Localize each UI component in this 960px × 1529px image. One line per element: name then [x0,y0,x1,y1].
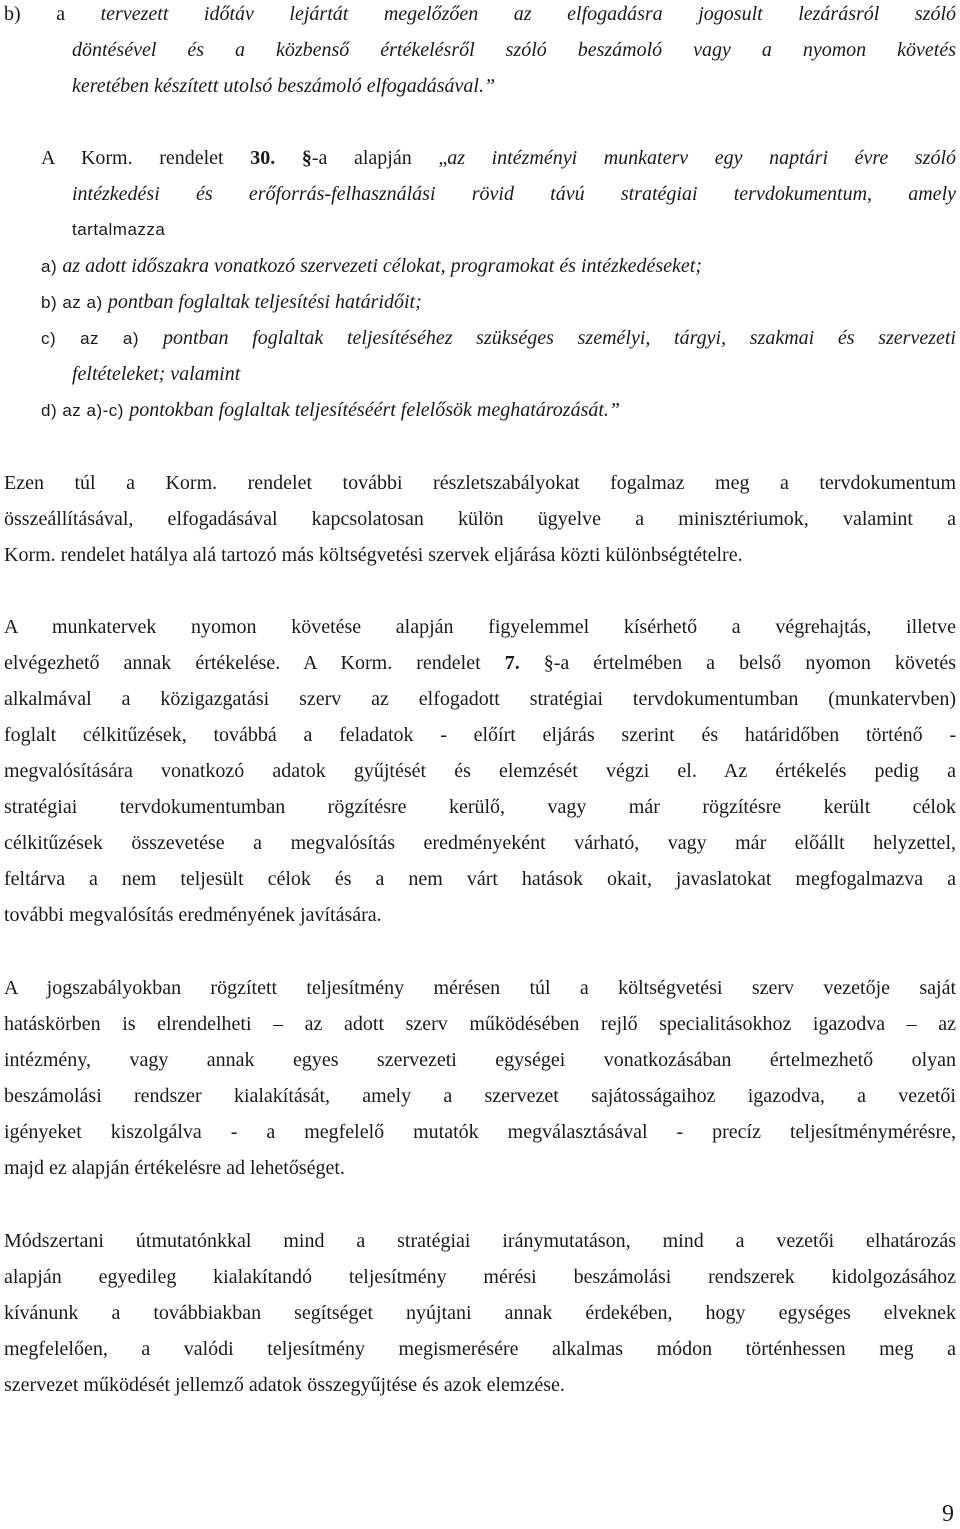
quote-mark: „ [438,147,448,169]
quote-text: keretében készített utolsó beszámoló elfogadásával.” [72,75,496,97]
quote-text: tartalmazza [72,220,166,239]
page-number: 9 [942,1501,954,1527]
quote-text: tervezett időtáv lejártát megelőzően az elfogadásra jogosult lezárásról szóló [100,3,956,25]
paragraph-line: megvalósítására vonatkozó adatok gyűjtését és elemzését végzi el. Az értékelés pedig a [4,760,956,782]
list-item [41,253,702,280]
quote-text: döntésével és a közbenső értékelésről szóló beszámoló vagy a nyomon követés [72,39,956,61]
item-label: b) az a) [41,293,108,312]
paragraph-line: Módszertani útmutatónkkal mind a stratégiai iránymutatáson, mind a vezetői elhatározás [4,1230,956,1252]
item-label: c) az a) [41,329,163,348]
item-text: pontokban foglaltak teljesítéséért felelősök meghatározását.” [129,399,621,421]
paragraph-line: további megvalósítás eredményének javítására. [4,904,382,926]
section-sign: § [275,147,312,169]
list-item [41,289,422,316]
section-number: 7. [504,652,520,674]
paragraph-line: Ezen túl a Korm. rendelet további részletszabályokat fogalmaz meg a tervdokumentum [4,472,956,494]
paragraph-line: igényeket kiszolgálva - a megfelelő mutatók megválasztásával - precíz teljesítménymérésre, [4,1121,956,1143]
quote-line [4,1,956,27]
paragraph-line [4,650,956,676]
paragraph-line: majd ez alapján értékelésre ad lehetőséget. [4,1157,345,1179]
paragraph-line: alkalmával a közigazgatási szerv az elfogadott stratégiai tervdokumentumban (munkatervben) [4,688,956,710]
quote-line [72,181,956,207]
text: §-a értelmében a belső nyomon követés [519,652,956,674]
paragraph-line: szervezet működését jellemző adatok összegyűjtése és azok elemzése. [4,1374,565,1396]
quote-text: intézkedési és erőforrás-felhasználási rövid távú stratégiai tervdokumentum, amely [72,183,956,205]
list-item [41,397,620,424]
item-label: b) a [4,3,101,25]
item-text: az adott időszakra vonatkozó szervezeti célokat, programokat és intézkedéseket; [62,255,703,277]
quote-line [72,217,165,243]
list-item [72,361,240,387]
quote-line [72,37,956,63]
item-text: pontban foglaltak teljesítéséhez szükséges személyi, tárgyi, szakmai és szervezeti [162,327,956,349]
item-label: d) az a)-c) [41,401,130,420]
paragraph-line: stratégiai tervdokumentumban rögzítésre kerülő, vagy már rögzítésre került célok [4,796,956,818]
text: elvégezhető annak értékelése. A Korm. rendelet [4,652,505,674]
quote-text: az intézményi munkaterv egy naptári évre szóló [447,147,957,169]
quote-line [72,73,495,99]
paragraph-line: foglalt célkitűzések, továbbá a feladatok - előírt eljárás szerint és határidőben történő - [4,724,956,746]
list-item [41,325,956,352]
paragraph-line: megfelelően, a valódi teljesítmény megismerésére alkalmas módon történhessen meg a [4,1338,956,1360]
paragraph-line: Korm. rendelet hatálya alá tartozó más költségvetési szervek eljárása közti különbségtételre. [4,544,743,566]
item-label: a) [41,257,63,276]
paragraph-line: A jogszabályokban rögzített teljesítmény mérésen túl a költségvetési szerv vezetője saját [4,977,956,999]
legal-reference-line [41,145,956,171]
paragraph-line: hatáskörben is elrendelheti – az adott szerv működésében rejlő specialitásokhoz igazodva – az [4,1013,956,1035]
paragraph-line: célkitűzések összevetése a megvalósítás eredményeként várható, vagy már előállt helyzettel, [4,832,956,854]
text: -a alapján [311,147,439,169]
paragraph-line: alapján egyedileg kialakítandó teljesítmény mérési beszámolási rendszerek kidolgozásához [4,1266,956,1288]
text: A Korm. rendelet [41,147,251,169]
paragraph-line: kívánunk a továbbiakban segítséget nyújtani annak érdekében, hogy egységes elveknek [4,1302,956,1324]
paragraph-line: feltárva a nem teljesült célok és a nem várt hatások okait, javaslatokat megfogalmazva a [4,868,956,890]
paragraph-line: beszámolási rendszer kialakítását, amely a szervezet sajátosságaihoz igazodva, a vezetői [4,1085,956,1107]
section-number: 30. [250,147,276,169]
paragraph-line: intézmény, vagy annak egyes szervezeti egységei vonatkozásában értelmezhető olyan [4,1049,956,1071]
paragraph-line: összeállításával, elfogadásával kapcsolatosan külön ügyelve a minisztériumok, valamint a [4,508,956,530]
paragraph-line: A munkatervek nyomon követése alapján figyelemmel kísérhető a végrehajtás, illetve [4,616,956,638]
item-text: feltételeket; valamint [72,363,241,385]
item-text: pontban foglaltak teljesítési határidőit; [107,291,422,313]
